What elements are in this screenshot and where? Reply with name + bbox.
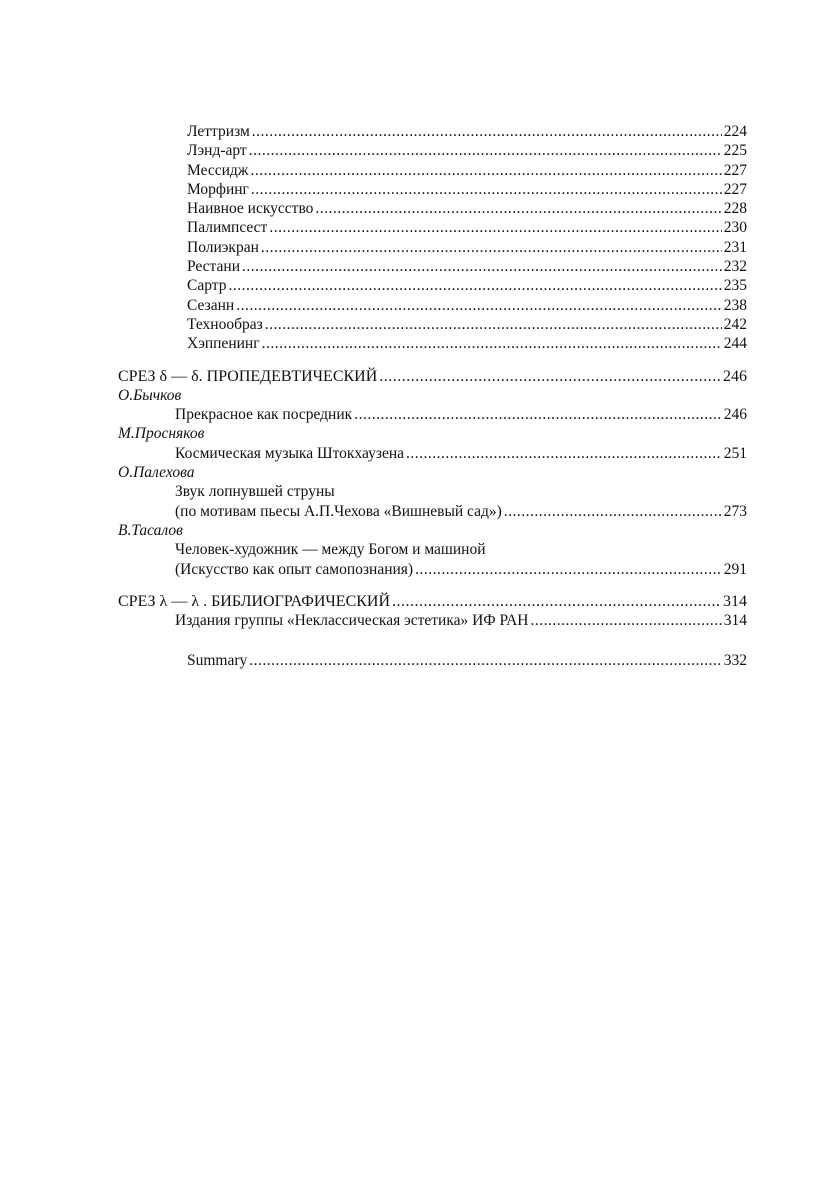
toc-entry: [118, 218, 747, 237]
toc-entry: [118, 611, 747, 630]
entry-page: 238: [723, 296, 747, 314]
entry-page: 246: [723, 406, 747, 424]
section-page: 246: [723, 367, 747, 385]
entry-page: 235: [723, 277, 747, 295]
entry-title-line1: Звук лопнувшей струны: [175, 483, 335, 501]
entry-title: Наивное искусство: [187, 200, 314, 218]
entry-page: 314: [723, 612, 747, 630]
toc-entry: [118, 315, 747, 334]
author-name: В.Тасалов: [118, 521, 183, 539]
table-of-contents: [118, 122, 747, 671]
entry-title: (Искусство как опыт самопознания): [175, 560, 414, 578]
entry-title: Издания группы «Неклассическая эстетика» ИФ РАН: [175, 612, 529, 630]
entry-page: 230: [723, 219, 747, 237]
toc-entry: [118, 199, 747, 218]
entry-title-line1: Человек-художник — между Богом и машиной: [175, 541, 486, 559]
entry-title: Хэппенинг: [187, 335, 260, 353]
toc-entry: [118, 238, 747, 257]
author-name: О.Палехова: [118, 464, 195, 482]
entry-title: Summary: [187, 652, 248, 670]
toc-entry: [118, 502, 747, 521]
section-page: 314: [723, 592, 747, 610]
section-title: СРЕЗ δ — δ. ПРОПЕДЕВТИЧЕСКИЙ: [118, 367, 378, 385]
toc-entry: [118, 122, 747, 141]
entry-title: Космическая музыка Штокхаузена: [175, 444, 405, 462]
section-title: СРЕЗ λ — λ . БИБЛИОГРАФИЧЕСКИЙ: [118, 592, 391, 610]
toc-entry: [118, 405, 747, 424]
entry-page: 227: [723, 161, 747, 179]
author-name: М.Просняков: [118, 425, 205, 443]
section-heading: [118, 592, 747, 611]
author-name: О.Бычков: [118, 386, 182, 404]
entry-title: Полиэкран: [187, 238, 259, 256]
entry-page: 291: [723, 560, 747, 578]
toc-entry: [118, 296, 747, 315]
entry-page: 244: [723, 335, 747, 353]
entry-title: Леттризм: [187, 123, 250, 140]
entry-title: Прекрасное как посредник: [175, 406, 353, 424]
entry-title: Палимпсест: [187, 219, 268, 237]
section-heading: [118, 367, 747, 386]
toc-entry: [118, 257, 747, 276]
entry-page: 228: [723, 200, 747, 218]
entry-title: (по мотивам пьесы А.П.Чехова «Вишневый сад»): [175, 502, 502, 520]
toc-entry: [118, 180, 747, 199]
entry-title: Сезанн: [187, 296, 235, 314]
entry-page: 232: [723, 258, 747, 276]
toc-entry: [118, 334, 747, 353]
toc-entry: [118, 141, 747, 160]
entry-title: Технообраз: [187, 315, 263, 333]
entry-page: 273: [723, 502, 747, 520]
toc-entry: [118, 560, 747, 579]
entry-title: Сартр: [187, 277, 227, 295]
entry-page: 251: [723, 444, 747, 462]
toc-entry-summary: [118, 651, 747, 670]
entry-title: Лэнд-арт: [187, 142, 247, 160]
toc-entry: [118, 276, 747, 295]
entry-title: Морфинг: [187, 180, 249, 198]
entry-page: 332: [723, 652, 747, 670]
toc-entry: [118, 161, 747, 180]
entry-page: 225: [723, 142, 747, 160]
entry-page: 224: [723, 123, 747, 140]
entry-page: 227: [723, 180, 747, 198]
toc-entry: [118, 444, 747, 463]
entry-title: Рестани: [187, 258, 240, 276]
entry-page: 231: [723, 238, 747, 256]
entry-page: 242: [723, 315, 747, 333]
entry-title: Мессидж: [187, 161, 249, 179]
